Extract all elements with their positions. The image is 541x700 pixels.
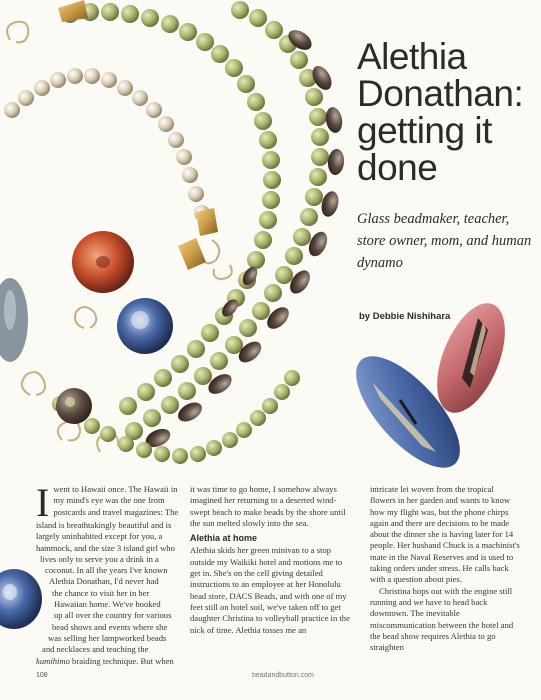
column-2-paragraph: Alethia skids her green minivan to a stop outside my Waikiki hotel and motions me to get in. She's on the cell giving detailed instructions to an employee at her Honolulu bead store, DACS Beads, and with one of my feet still on hotel soil, we've taken off to get daughter Christina to volleyball practice in the nick of time. Alethia tosses me an [190,545,350,635]
column-1-line: largely uninhabited except for you, a [36,531,163,542]
column-1-line: the chance to visit her in her [52,587,150,598]
small-blue-bead [0,566,44,632]
column-1-line: hammock, and the size 3 island girl who [36,542,175,553]
body-column-1 [36,480,182,667]
drop-cap: I [36,480,50,525]
column-2-paragraph: it was time to go home, I somehow always imagined her returning to a deserted wind-swept beach to make beads by the shore until the sun melted slowly into the sea. [190,484,346,528]
footer-url: beadandbutton.com [252,672,314,679]
pearl-strand [4,68,210,221]
column-1-line: Alethia Donathan, I'd never had [49,576,159,587]
headline-line-1: Alethia [357,36,467,77]
column-1-line: coconut. In all the years I've known [45,565,168,576]
italic-term: kumihimo [36,655,70,666]
column-1-line: bead shows and events where she [52,621,168,632]
column-3-paragraph: intricate lei woven from the tropical flowers in her garden and wants to know how my flight was, but the phone chirps again and there are decisions to be made about the dinner she is having later for 14 people. Her husband Chuck is a machinist's mate in the Naval Reserves and is used to taking orders under stress. He calls back with a question about pies. [370,484,520,585]
column-1-line: up all over the country for various [54,610,172,621]
article-headline [357,38,532,186]
column-1-line: my mind's eye was the one from [53,495,165,506]
article-deck: Glass beadmaker, teacher, store owner, mom, and human dynamo [357,211,532,271]
section-subhead: Alethia at home [190,533,258,544]
headline-line-2: Donathan: [357,73,524,114]
column-1-line: Hawaiian home. We've hooked [54,599,161,610]
article-byline: by Debbie Nishihara [359,311,451,322]
column-1-line: postcards and travel magazines: The [53,506,179,517]
column-1-line: island is breathtakingly beautiful and is [36,520,172,530]
page-number: 108 [36,672,48,679]
body-column-2 [190,484,350,636]
column-1-line: went to Hawaii once. The Hawaii in [53,484,178,494]
column-1-line: was selling her lampworked beads [48,632,167,643]
column-1-line: and necklaces and teaching the [42,644,149,655]
column-1-line: lives only to serve you a drink in a [40,553,159,564]
headline-line-3: getting it [357,110,492,151]
column-1-line: kumihimo braiding technique. But when [36,655,174,666]
column-3-paragraph: Christina hops out with the engine still running and we have to head back downtown. The inevitable miscommunication between the hotel and the bead show requires Alethia to go straighten [370,585,514,653]
headline-line-4: done [357,147,438,188]
body-column-3 [370,484,520,653]
